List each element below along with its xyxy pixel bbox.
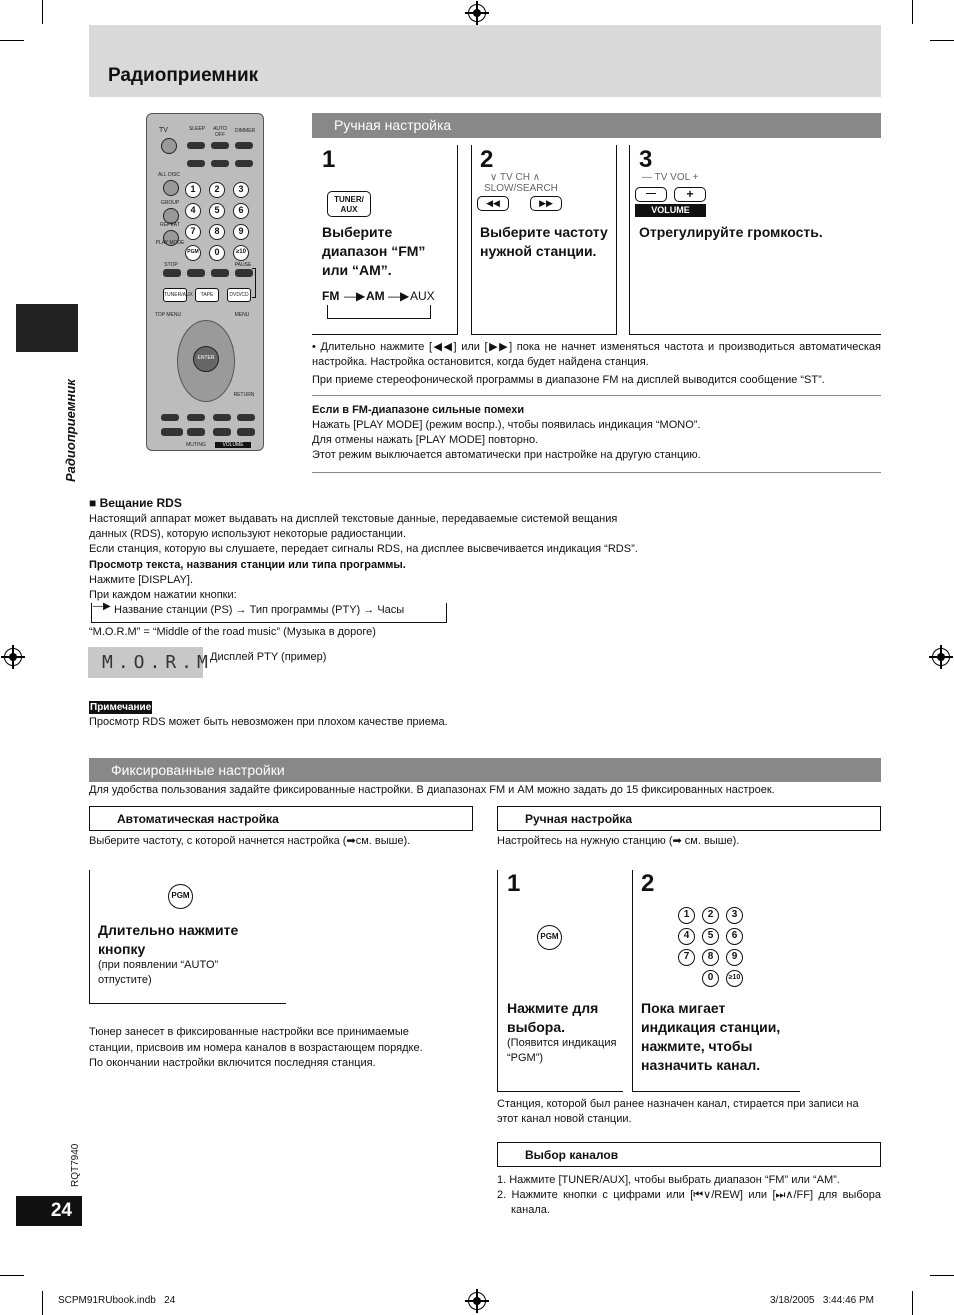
step-3-text: Отрегулируйте громкость.: [639, 224, 823, 240]
remote-digit-8: 8: [209, 224, 225, 240]
remote-digit-4: 4: [185, 203, 201, 219]
digit-keypad: [678, 907, 748, 989]
remote-return-label: RETURN: [233, 392, 255, 398]
hold-note: • Длительно нажмите [◀◀] или [▶▶] пока не начнет изменяться частота и производиться автоматическая настройка. Настройка остановится, когда будет найдена станция.: [312, 341, 881, 368]
keypad-digit-4[interactable]: 4: [678, 928, 695, 945]
rds-note-text: Просмотр RDS может быть невозможен при плохом качестве приема.: [89, 716, 448, 728]
registration-mark-bottom: [468, 1292, 486, 1310]
header-banner: [89, 25, 881, 97]
manual-tuning-section-bar: [312, 113, 881, 138]
band-cycle-diagram: [322, 289, 462, 334]
rds-each-press: При каждом нажатии кнопки:: [89, 589, 237, 601]
remote-group-label: GROUP: [160, 200, 180, 206]
footer-file: SCPM91RUbook.indb 24: [58, 1295, 176, 1306]
remote-dvd-cd-label: DVD/CD: [229, 292, 249, 298]
keypad-digit-2[interactable]: 2: [702, 907, 719, 924]
remote-transport-button: [235, 269, 253, 277]
manual-preset-subtitle: Настройтесь на нужную станцию (➡ см. выше).: [497, 835, 740, 847]
select-channel-header: [497, 1142, 881, 1167]
rds-line-2: данных (RDS), которую используют некоторые радиостанции.: [89, 528, 407, 540]
remote-small-button: [187, 142, 205, 149]
auto-preset-subtitle: Выберите частоту, с которой начнется настройка (➡см. выше).: [89, 835, 411, 847]
remote-lower-button: [187, 414, 205, 421]
remote-small-button: [187, 160, 205, 167]
page-number-box: [16, 1196, 82, 1226]
remote-digit-5: 5: [209, 203, 225, 219]
stereo-note: При приеме стереофонической программы в диапазоне FM на дисплей выводится сообщение “ST”.: [312, 374, 825, 386]
keypad-digit-9[interactable]: 9: [726, 949, 743, 966]
footer-date: 3/18/2005 3:44:46 PM: [770, 1295, 874, 1306]
noise-line-3: Этот режим выключается автоматически при настройке на другую станцию.: [312, 449, 701, 461]
band-am: AM: [366, 289, 385, 303]
manual-preset-step1-number: 1: [507, 870, 521, 897]
band-fm: FM: [322, 289, 340, 303]
remote-volume-label: VOLUME: [215, 442, 251, 448]
registration-mark-left: [4, 648, 22, 666]
keypad-digit-7[interactable]: 7: [678, 949, 695, 966]
auto-preset-header: [89, 806, 473, 831]
remote-small-button: [235, 142, 253, 149]
keypad-digit-3[interactable]: 3: [726, 907, 743, 924]
rds-title: ■ Вещание RDS: [89, 496, 182, 510]
band-aux: AUX: [410, 289, 435, 303]
keypad-digit-6[interactable]: 6: [726, 928, 743, 945]
remote-lower-button: [187, 428, 205, 436]
manual-preset-after: Станция, которой был ранее назначен канал, стирается при записи на этот канал новой станции.: [497, 1098, 859, 1125]
remote-transport-button: [187, 269, 205, 277]
remote-lower-button: [161, 428, 183, 436]
remote-tuner-aux-label: TUNER/AUX: [164, 292, 193, 298]
rds-view-title: Просмотр текста, названия станции или типа программы.: [89, 559, 406, 571]
auto-preset-step-note: (при появлении “AUTO” отпустите): [98, 959, 219, 986]
keypad-digit-8[interactable]: 8: [702, 949, 719, 966]
registration-mark-right: [932, 648, 950, 666]
remote-dimmer-label: DIMMER: [234, 128, 256, 134]
remote-digit-9: 9: [233, 224, 249, 240]
band-arrow-2: —▶: [388, 289, 410, 303]
manual-preset-header: [497, 806, 881, 831]
remote-small-button: [211, 142, 229, 149]
auto-after-3: По окончании настройки включится последняя станция.: [89, 1057, 376, 1069]
noise-line-2: Для отмены нажать [PLAY MODE] повторно.: [312, 434, 539, 446]
noise-divider-bottom: [312, 472, 881, 473]
auto-pgm-key-label: PGM: [171, 891, 190, 900]
presets-section-title: Фиксированные настройки: [111, 762, 285, 778]
manual-preset-step1-text: Нажмите для выбора.: [507, 1000, 599, 1035]
remote-transport-button: [163, 269, 181, 277]
step-1-number: 1: [322, 146, 336, 173]
band-return-line: [327, 305, 431, 319]
remote-repeat-label: REPEAT: [160, 222, 180, 228]
manual-preset-title: Ручная настройка: [525, 812, 633, 826]
select-channel-line-2: 2. Нажмите кнопки с цифрами или [⏮∨/REW] или [⏭∧/FF] для выбора канала.: [497, 1189, 881, 1216]
remote-dvd-cd-button: [227, 288, 251, 302]
remote-all-disc-label: ALL DISC: [157, 172, 181, 178]
rds-press-display: Нажмите [DISPLAY].: [89, 574, 194, 586]
rds-line-3: Если станция, которую вы слушаете, передает сигналы RDS, на дисплее высвечивается индикация “RDS”.: [89, 543, 638, 555]
manual-pgm-key-label: PGM: [540, 932, 559, 941]
remote-power-button: [161, 138, 177, 154]
keypad-digit-0[interactable]: 0: [702, 970, 719, 987]
select-channel-title: Выбор каналов: [525, 1148, 619, 1162]
remote-lower-button: [161, 414, 179, 421]
manual-preset-step2-text: Пока мигает индикация станции, нажмите, чтобы назначить канал.: [641, 1000, 781, 1073]
remote-digit-7: 7: [185, 224, 201, 240]
page-number: 24: [50, 1200, 72, 1221]
rds-note-label: Примечание: [90, 702, 152, 713]
volume-up-label: +: [686, 187, 694, 201]
remote-pause-label: PAUSE: [234, 262, 252, 268]
tuner-aux-key: [327, 191, 371, 217]
forward-key-label: ▶▶: [539, 198, 553, 208]
manual-pgm-key[interactable]: [537, 925, 562, 950]
step-2-text: Выберите частоту нужной станции.: [480, 224, 608, 259]
remote-lower-button: [237, 414, 255, 421]
slow-search-caption: SLOW/SEARCH: [484, 183, 558, 194]
noise-title: Если в FM-диапазоне сильные помехи: [312, 404, 525, 416]
registration-mark-top: [468, 4, 486, 22]
remote-digit-1: 1: [185, 182, 201, 198]
remote-all-disc-button: [163, 180, 179, 196]
rds-morm-note: “M.O.R.M” = “Middle of the road music” (Музыка в дороге): [89, 626, 376, 638]
step-3-number: 3: [639, 146, 653, 173]
auto-after-2: станции, присвоив им номера каналов в возрастающем порядке.: [89, 1042, 423, 1054]
rds-cycle-text: Название станции (PS) → Тип программы (PTY) → Часы: [111, 603, 407, 618]
remote-stop-label: STOP: [164, 262, 178, 268]
remote-muting-label: MUTING: [186, 442, 206, 448]
remote-lower-button: [237, 428, 255, 436]
auto-preset-step-text: Длительно нажмите кнопку: [98, 922, 239, 957]
rewind-key-label: ◀◀: [486, 198, 500, 208]
rds-line-1: Настоящий аппарат может выдавать на дисплей текстовые данные, передаваемые системой вещания: [89, 513, 618, 525]
auto-after-1: Тюнер занесет в фиксированные настройки все принимаемые: [89, 1026, 409, 1038]
remote-tape-label: TAPE: [200, 292, 214, 298]
remote-digit-10: ≥10: [233, 245, 249, 261]
auto-pgm-key[interactable]: [168, 884, 193, 909]
volume-label-bar: VOLUME: [635, 204, 706, 217]
remote-lower-button: [213, 414, 231, 421]
remote-auto-off-label: AUTO OFF: [213, 126, 227, 138]
page-title: Радиоприемник: [108, 65, 259, 86]
pty-display-text: M.O.R.M: [102, 652, 213, 673]
forward-key[interactable]: [530, 196, 562, 211]
remote-sleep-label: SLEEP: [188, 126, 206, 132]
pty-display-caption: Дисплей PTY (пример): [210, 651, 327, 663]
noise-divider-top: [312, 395, 881, 396]
side-tab-label: Радиоприемник: [63, 379, 78, 482]
volume-down-label: —: [646, 188, 656, 199]
rewind-key[interactable]: [477, 196, 509, 211]
doc-code: RQT7940: [70, 1143, 81, 1187]
pty-display: [88, 647, 213, 678]
remote-lower-button: [213, 428, 231, 436]
remote-top-menu-label: TOP MENU: [154, 312, 182, 318]
remote-small-button: [211, 160, 229, 167]
presets-section-bar: [89, 758, 881, 782]
remote-digit-3: 3: [233, 182, 249, 198]
band-arrow-1: —▶: [344, 289, 366, 303]
tv-vol-caption: — TV VOL +: [642, 172, 699, 183]
side-tab-block: [16, 304, 78, 352]
rds-cycle-start-arrow: —▶: [93, 601, 111, 612]
auto-preset-title: Автоматическая настройка: [117, 812, 279, 826]
volume-down-key[interactable]: [635, 187, 667, 202]
remote-play-mode-label: PLAY MODE: [155, 240, 185, 246]
remote-transport-button: [211, 269, 229, 277]
step-2-number: 2: [480, 146, 494, 173]
remote-enter-label: ENTER: [197, 355, 215, 361]
manual-preset-step1-note: (Появится индикация “PGM”): [507, 1037, 617, 1064]
remote-pgm-button: PGM: [185, 245, 201, 261]
manual-preset-step2-number: 2: [641, 870, 655, 897]
keypad-digit-10[interactable]: ≥10: [726, 970, 743, 987]
remote-digit-6: 6: [233, 203, 249, 219]
manual-tuning-section-title: Ручная настройка: [334, 117, 452, 133]
remote-tape-button: [195, 288, 219, 302]
remote-small-button: [235, 160, 253, 167]
remote-tv-label: TV: [159, 127, 168, 134]
tuner-aux-key-label: TUNER/ AUX: [334, 195, 364, 214]
presets-intro: Для удобства пользования задайте фиксированные настройки. В диапазонах FM и AM можно задать до 15 фиксированных настроек.: [89, 784, 775, 796]
remote-digit-2: 2: [209, 182, 225, 198]
remote-menu-label: MENU: [234, 312, 250, 318]
select-channel-line-1: 1. Нажмите [TUNER/AUX], чтобы выбрать диапазон “FM” или “AM”.: [497, 1174, 840, 1186]
keypad-digit-5[interactable]: 5: [702, 928, 719, 945]
noise-line-1: Нажать [PLAY MODE] (режим воспр.), чтобы появилась индикация “MONO”.: [312, 419, 701, 431]
step-1-text: Выберите диапазон “FM” или “AM”.: [322, 224, 426, 278]
remote-control-illustration: [146, 113, 264, 451]
tv-ch-caption: ∨ TV CH ∧: [490, 172, 541, 183]
keypad-digit-1[interactable]: 1: [678, 907, 695, 924]
remote-callout-line: [252, 268, 256, 298]
volume-up-key[interactable]: [674, 187, 706, 202]
remote-digit-0: 0: [209, 245, 225, 261]
remote-tuner-aux-button: [163, 288, 193, 302]
